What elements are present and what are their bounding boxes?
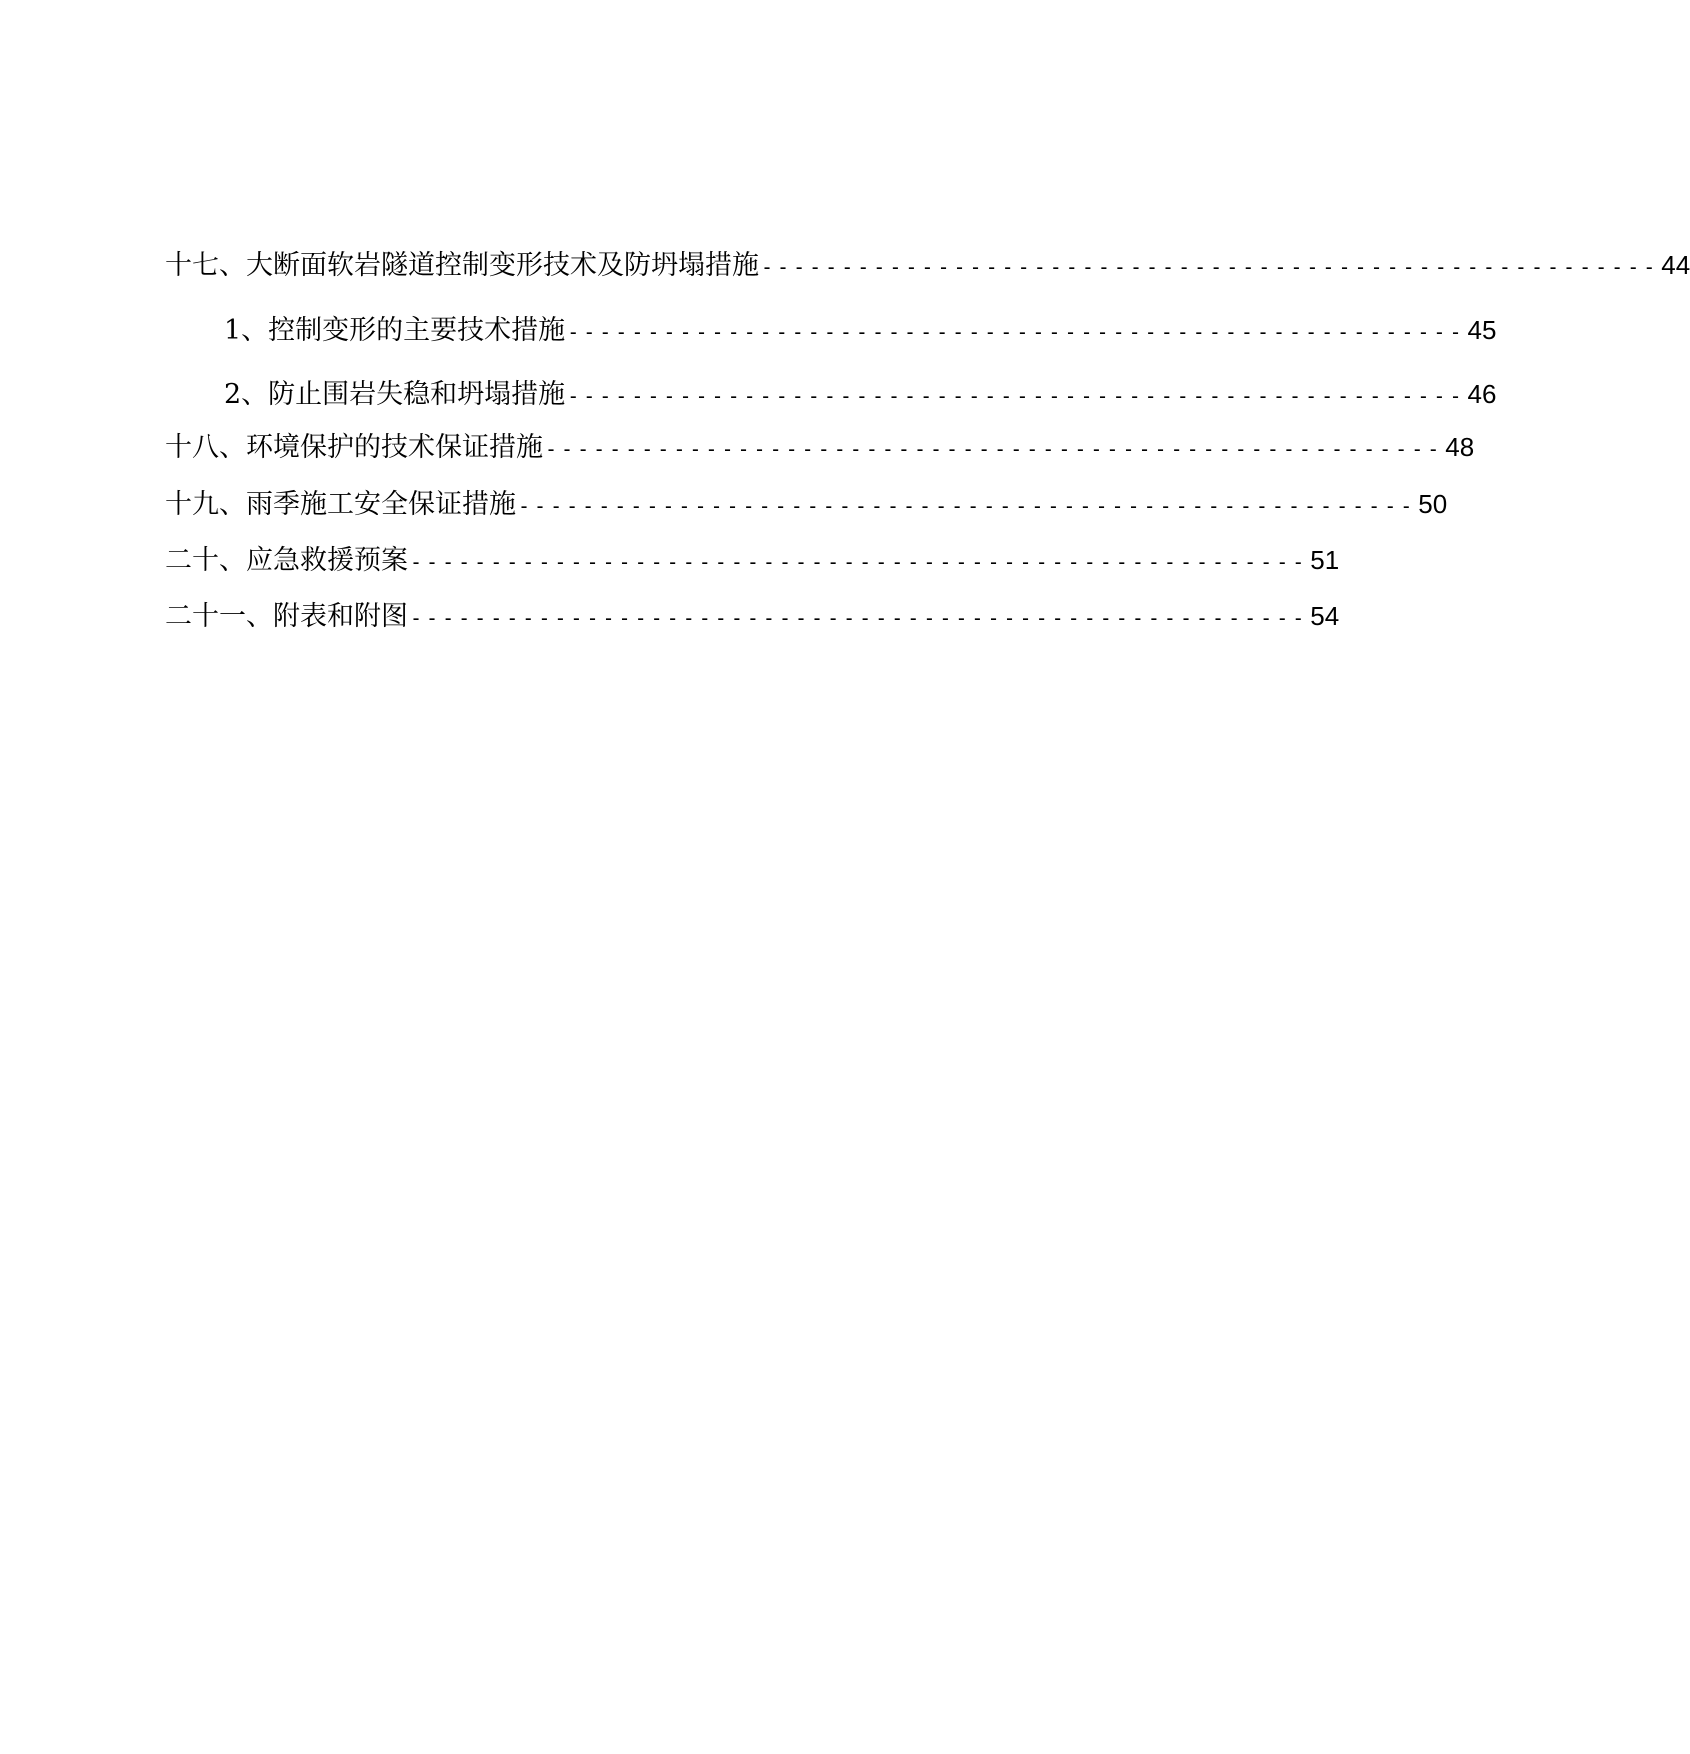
toc-leader-dashes: -------------------------------------------------------- — [518, 494, 1417, 518]
toc-entry[interactable] — [165, 430, 1475, 466]
toc-entry-title: 十七、大断面软岩隧道控制变形技术及防坍塌措施 — [165, 250, 759, 281]
toc-entry-page: 48 — [1445, 432, 1475, 462]
toc-entry-page: 51 — [1310, 545, 1340, 575]
toc-leader-dashes: -------------------------------------------------------- — [545, 437, 1444, 461]
toc-entry-page: 50 — [1418, 489, 1448, 519]
toc-entry-page: 54 — [1310, 601, 1340, 631]
toc-entry-title: 十八、环境保护的技术保证措施 — [165, 432, 543, 463]
toc-leader-dashes: -------------------------------------------------------- — [761, 255, 1660, 279]
toc-leader-dashes: -------------------------------------------------------- — [567, 384, 1466, 408]
toc-entry[interactable] — [224, 377, 1497, 413]
toc-entry-title: 十九、雨季施工安全保证措施 — [165, 489, 516, 520]
toc-leader-dashes: -------------------------------------------------------- — [410, 550, 1309, 574]
toc-entry-title: 1、控制变形的主要技术措施 — [224, 315, 566, 346]
toc-entry[interactable] — [165, 487, 1448, 523]
toc-leader-dashes: -------------------------------------------------------- — [410, 606, 1309, 630]
toc-entry-title: 2、防止围岩失稳和坍塌措施 — [224, 379, 566, 410]
toc-entry[interactable] — [165, 248, 1690, 284]
toc-entry-page: 44 — [1661, 250, 1690, 280]
toc-entry-title: 二十、应急救援预案 — [165, 545, 408, 576]
toc-leader-dashes: -------------------------------------------------------- — [567, 320, 1466, 344]
toc-entry[interactable] — [165, 543, 1340, 579]
toc-entry-title: 二十一、附表和附图 — [165, 601, 408, 632]
toc-entry[interactable] — [224, 313, 1497, 349]
toc-entry-page: 45 — [1467, 315, 1497, 345]
toc-entry-page: 46 — [1467, 379, 1497, 409]
toc-entry[interactable] — [165, 599, 1340, 635]
